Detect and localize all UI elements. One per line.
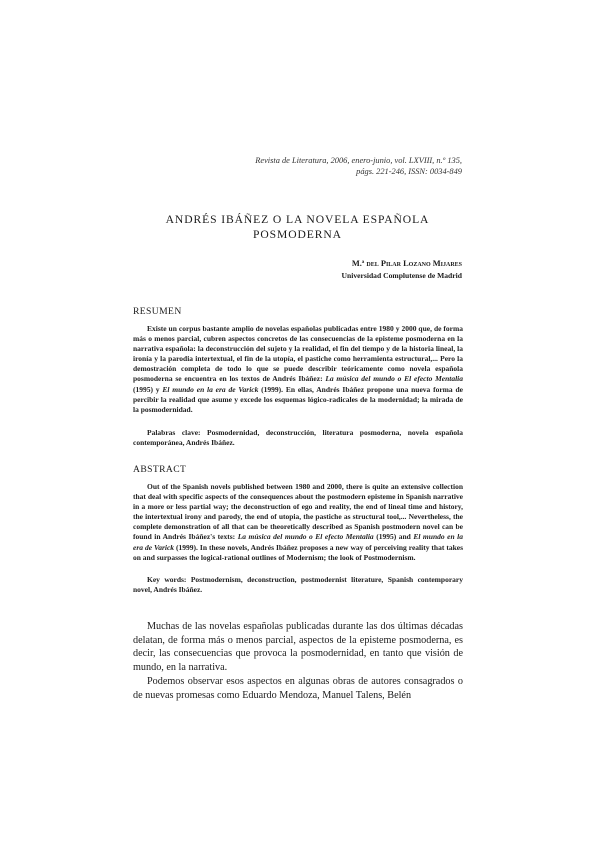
resumen-text-b: (1995) y: [133, 384, 163, 394]
abstract-text-b: (1995) and: [373, 532, 414, 542]
resumen-text-c: (1999). En ellas, Andrés Ibáñez propone una nueva forma de percibir la realidad que asume y excede los esquemas lógico-radicales de la modernidad; la mirada de la posmodernidad.: [133, 384, 463, 414]
title-line1: ANDRÉS IBÁÑEZ O LA NOVELA ESPAÑOLA: [165, 213, 430, 226]
journal-citation: [255, 156, 462, 177]
resumen-work1: La música del mundo o El efecto Mentalia: [325, 374, 463, 384]
author-name: [342, 258, 462, 270]
resumen-paragraph: [133, 324, 463, 415]
journal-citation-line1: Revista de Literatura, 2006, enero-junio, vol. LXVIII, n.º 135,: [255, 156, 462, 165]
resumen-work2: El mundo en la era de Varick: [162, 384, 259, 394]
resumen-text-a: Existe un corpus bastante amplio de novelas españolas publicadas entre 1980 y 2000 que, de forma más o menos parcial, cubren aspectos concretos de las consecuencias de la episteme posmoderna en la narrativa española: la deconstrucción del sujeto y la realidad, el fin del tiempo y de la historia lineal, la ironía y la parodia intertextual, el fin de la utopía, el pastiche como herramienta estructural,... Pero la demostración completa de todo lo que se puede describir teóricamente como novela española posmoderna se encuentra en los textos de Andrés Ibáñez:: [133, 324, 463, 384]
author-block: [342, 258, 462, 282]
abstract-text-c: (1999). In these novels, Andrés Ibáñez proposes a new way of perceiving reality that takes on and surpasses the logical-rational outlines of Modernism; the look of Postmodernism.: [133, 542, 463, 562]
author-affiliation: Universidad Complutense de Madrid: [341, 271, 462, 280]
article-title: [0, 212, 595, 242]
body-paragraph-2: Podemos observar esos aspectos en algunas obras de autores consagrados o de nuevas promesas como Eduardo Mendoza, Manuel Talens, Belén: [133, 676, 463, 701]
body-paragraph-1: Muchas de las novelas españolas publicadas durante las dos últimas décadas delatan, de forma más o menos parcial, aspectos de la episteme posmoderna, es decir, las consecuencias que provoca la posmodernidad, en tanto que visión de mundo, en la narrativa.: [133, 621, 463, 673]
abstract-work2: El mundo en la era de Varick: [133, 532, 463, 552]
journal-citation-line2: págs. 221-246, ISSN: 0034-849: [356, 166, 462, 176]
abstract-work1: La música del mundo o El efecto Mentalia: [237, 532, 374, 542]
author-surname: del Pilar Lozano Mijares: [366, 259, 462, 268]
abstract-keywords: Key words: Postmodernism, deconstruction, postmodernist literature, Spanish contemporary novel, Andrés Ibáñez.: [133, 575, 463, 595]
abstract-paragraph: [133, 482, 463, 563]
title-line2: POSMODERNA: [253, 228, 342, 241]
abstract-text-a: Out of the Spanish novels published between 1980 and 2000, there is quite an extensive collection that deal with specific aspects of the consequences about the postmodern episteme in Spanish narrative in a more or less partial way; the deconstruction of ego and reality, the end of lineal time and history, the intertextual irony and parody, the end of utopia, the pastiche as structural tool,... Nevertheless, the complete demonstration of all that can be theoretically described as Spanish postmodern novel can be found in Andrés Ibáñez's texts:: [133, 482, 463, 542]
resumen-heading: RESUMEN: [133, 306, 182, 317]
abstract-heading: ABSTRACT: [133, 464, 187, 475]
author-prefix: M.ª: [351, 259, 367, 268]
resumen-keywords: Palabras clave: Posmodernidad, deconstrucción, literatura posmoderna, novela española contemporánea, Andrés Ibáñez.: [133, 428, 463, 448]
